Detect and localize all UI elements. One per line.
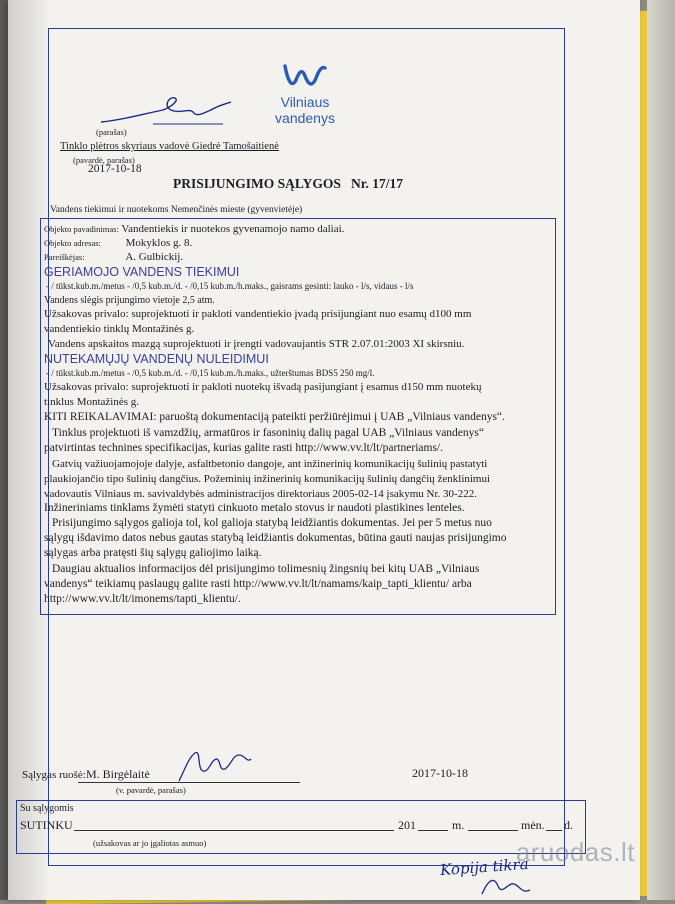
water-pressure: Vandens slėgis prijungimo vietoje 2,5 atm.	[44, 295, 215, 306]
header-date: 2017-10-18	[88, 163, 142, 175]
water-order-2: vandentiekio tinklų Montažinės g.	[44, 323, 195, 335]
other-line-2: Tinklus projektuoti iš vamzdžių, armatūros ir fasoninių dalių pagal UAB „Vilniaus vandenys“	[52, 427, 484, 439]
object-address-value: Mokyklos g. 8.	[125, 237, 193, 249]
object-name-row	[44, 223, 344, 235]
signature-bottom	[478, 872, 538, 900]
purpose-line: Vandens tiekimui ir nuotekoms Nemenčinės mieste (gyvenvietėje)	[50, 205, 303, 215]
object-address-label: Objekto adresas:	[44, 238, 101, 248]
agreement-m: m.	[452, 818, 465, 832]
logo-text: Vilniaus vandenys	[275, 94, 335, 126]
day-underline	[546, 830, 562, 831]
signature-prepared	[173, 745, 253, 785]
document-page	[8, 0, 640, 900]
water-heading: GERIAMOJO VANDENS TIEKIMUI	[44, 265, 240, 279]
water-meter: Vandens apskaitos mazgą suprojektuoti ir įrengti vadovaujantis STR 2.07.01:2003 XI skirsniu.	[48, 338, 465, 350]
sewer-order-1: Užsakovas privalo: suprojektuoti ir pakloti nuotekų išvadą pasijungiant į esamus d150 mm nuotekų	[44, 381, 482, 393]
agreement-label-1: Su sąlygomis	[20, 803, 74, 814]
wave-logo-icon	[282, 62, 328, 92]
year-underline	[418, 830, 448, 831]
agreement-label-2: SUTINKU	[20, 818, 73, 832]
sewer-quantities: - / tūkst.kub.m./metus - /0,5 kub.m./d. - /0,15 kub.m./h.maks., užterštumas BDS5 250 mg/l.	[46, 368, 375, 378]
agreement-year: 201	[398, 818, 416, 832]
other-line-7: Inžineriniams tinklams žymėti statyti cinkuoto metalo stovus ir naudoti plastikines lenteles.	[44, 502, 465, 514]
handwritten-copy-note: Kopija tikra	[439, 854, 530, 880]
other-line-6: vadovautis Vilniaus m. savivaldybės administracijos direktoriaus 2005-02-14 įsakymu Nr. 30-222.	[44, 488, 477, 500]
agreement-underline	[74, 830, 394, 831]
other-line-10: sąlygas arba pratęsti šių sąlygų galiojimo laiką.	[44, 547, 262, 559]
other-line-8: Prisijungimo sąlygos galioja tol, kol galioja statybą leidžiantis dokumentas. Jei per 5 metus nuo	[52, 517, 492, 529]
prepared-label: Sąlygas ruošė:	[22, 769, 86, 781]
other-line-4: Gatvių važiuojamojoje dalyje, asfaltbetonio dangoje, ant inžinerinių komunikacijų šulinių pastatyti	[52, 458, 488, 470]
applicant-value: A. Gulbickij.	[125, 251, 184, 263]
object-name-value: Vandentiekis ir nuotekos gyvenamojo namo daliai.	[121, 223, 345, 235]
applicant-row	[44, 251, 183, 263]
other-line-12: vandenys“ teikiamų paslaugų galite rasti http://www.vv.lt/lt/namams/kaip_tapti_klientu/ arba	[44, 578, 472, 590]
applicant-label: Pareiškėjas:	[44, 252, 85, 262]
object-name-label: Objekto pavadinimas:	[44, 224, 119, 234]
other-line-3: patvirtintas technines specifikacijas, kurias galite rasti http://www.vv.lt/lt/partneriams/.	[44, 442, 443, 454]
position-line: Tinklo plėtros skyriaus vadovė Giedrė Tamošaitienė	[60, 141, 279, 152]
company-logo	[250, 62, 360, 126]
other-line-11: Daugiau aktualios informacijos dėl prisijungimo tolimesnių žingsnių bei kitų UAB „Vilniaus	[52, 563, 480, 575]
title-main: PRISIJUNGIMO SĄLYGOS	[173, 176, 341, 191]
prepared-name: M. Birgėlaitė	[86, 767, 150, 781]
sewer-order-2: tinklus Montažinės g.	[44, 396, 140, 408]
prepared-date: 2017-10-18	[412, 766, 468, 780]
sewer-heading: NUTEKAMŲJŲ VANDENŲ NULEIDIMUI	[44, 352, 269, 366]
agreement-sub-label: (užsakovas ar jo įgaliotas asmuo)	[93, 838, 207, 848]
other-line-1: KITI REIKALAVIMAI: paruoštą dokumentaciją pateikti peržiūrėjimui į UAB „Vilniaus vandenys“.	[44, 411, 505, 423]
object-address-row	[44, 237, 192, 249]
water-order-1: Užsakovas privalo: suprojektuoti ir pakloti vandentiekio įvadą prisijungiant nuo esamų d100 mm	[44, 308, 472, 320]
watermark: aruodas.lt	[515, 837, 635, 867]
month-underline	[468, 830, 518, 831]
title-number: Nr. 17/17	[351, 176, 404, 191]
other-line-13: http://www.vv.lt/lt/imonems/tapti_klientu/.	[44, 593, 241, 605]
other-line-9: sąlygų išdavimo datos nebus gautas statybą leidžiantis dokumentas, būtina gauti naujas prisijungimo	[44, 532, 507, 544]
agreement-d: d.	[564, 818, 573, 832]
water-quantities: - / tūkst.kub.m./metus - /0,5 kub.m./d. - /0,15 kub.m./h.maks., gaisrams gesinti: lauko - l/s, vidaus - l/s	[46, 281, 414, 291]
background-right	[647, 0, 675, 900]
signature-top	[93, 92, 233, 132]
document-title	[173, 176, 403, 192]
other-line-5: plaukiojančio tipo šulinių dangčius. Požeminių inžinerinių komunikacijų šulinių dangčių ženklinimui	[44, 473, 491, 485]
signature-label: (parašas)	[96, 127, 127, 137]
name-sub-label: (pavardė, parašas)	[73, 155, 135, 165]
agreement-men: mėn.	[521, 818, 545, 832]
prepared-sub-label: (v. pavardė, parašas)	[116, 785, 186, 795]
